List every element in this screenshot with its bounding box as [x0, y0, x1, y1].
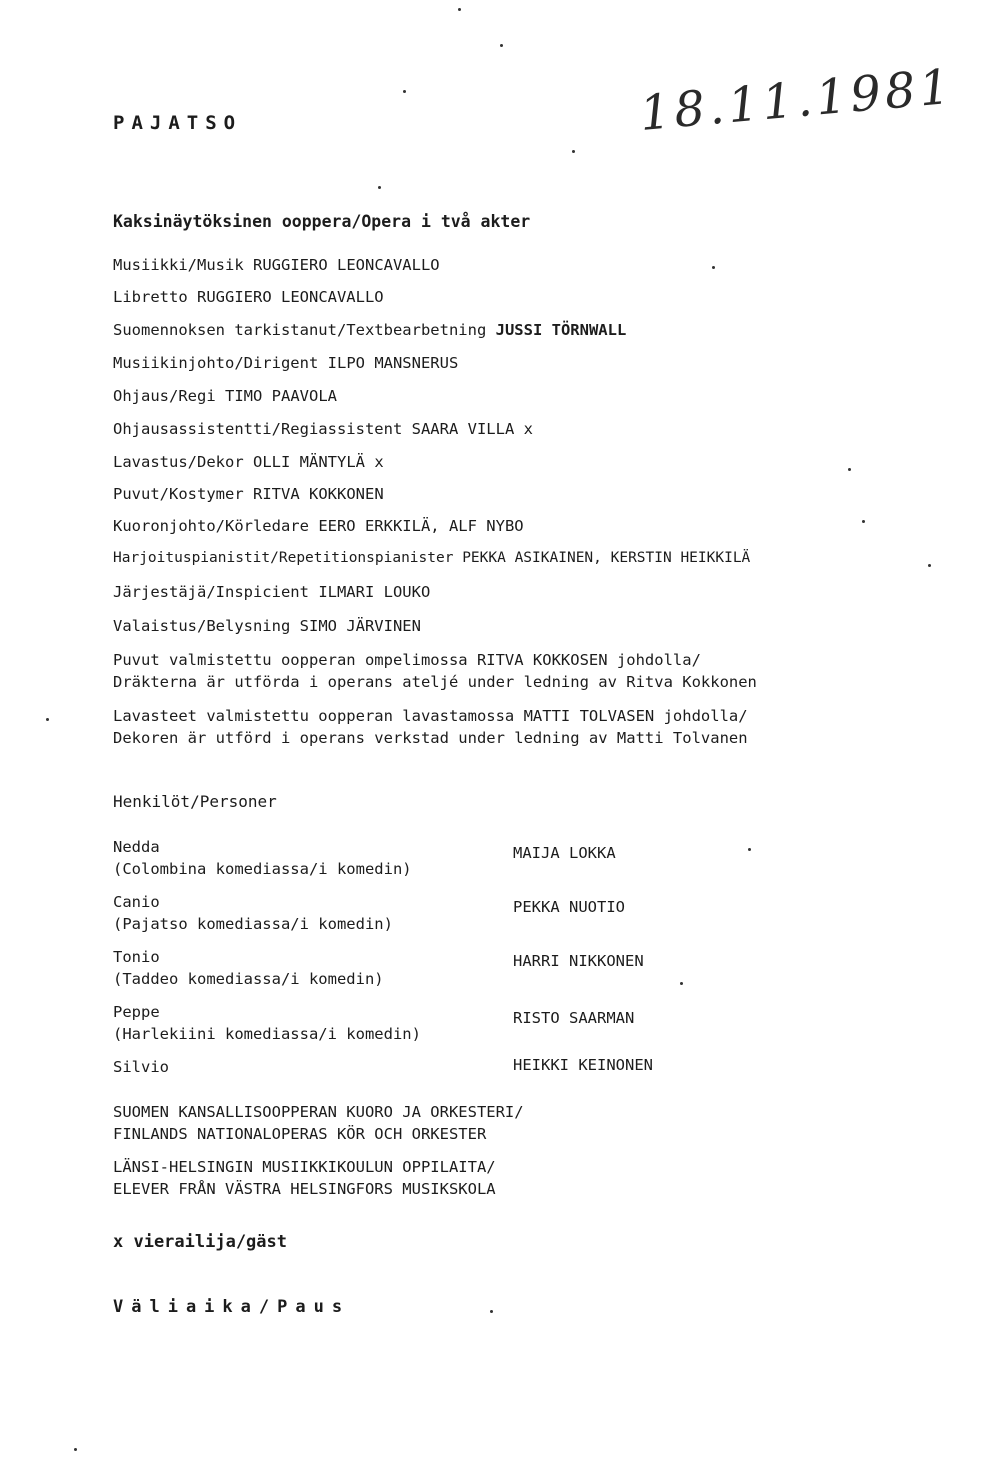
credit-label: Libretto: [113, 288, 188, 306]
interval-label: Väliaika/Paus: [113, 1297, 351, 1317]
credit-line: [113, 583, 430, 601]
scan-speck: [403, 90, 406, 93]
production-note: [113, 705, 748, 749]
credit-line: [113, 256, 440, 274]
production-note: [113, 649, 757, 693]
guest-note: x vierailija/gäst: [113, 1232, 287, 1252]
credit-label: Kuoronjohto/Körledare: [113, 517, 309, 535]
credit-value: SIMO JÄRVINEN: [299, 617, 421, 635]
credit-value: SAARA VILLA x: [411, 420, 533, 438]
role-note: (Taddeo komediassa/i komedin): [113, 970, 384, 988]
scan-speck: [680, 982, 683, 985]
scan-speck: [46, 718, 49, 721]
credit-value: EERO ERKKILÄ, ALF NYBO: [318, 517, 524, 535]
credit-line: [113, 453, 384, 471]
cast-role: [113, 891, 393, 935]
credit-value: JUSSI TÖRNWALL: [495, 321, 627, 339]
credit-label: Musiikinjohto/Dirigent: [113, 354, 319, 372]
cast-actor: MAIJA LOKKA: [513, 844, 616, 862]
credit-value: PEKKA ASIKAINEN, KERSTIN HEIKKILÄ: [462, 550, 751, 566]
credit-line: [113, 420, 533, 438]
subtitle: Kaksinäytöksinen ooppera/Opera i två akter: [113, 212, 531, 231]
credit-value: RITVA KOKKONEN: [253, 485, 384, 503]
scan-speck: [928, 564, 931, 567]
role-name: Silvio: [113, 1058, 169, 1076]
credit-value: RUGGIERO LEONCAVALLO: [253, 256, 440, 274]
ensemble-line: FINLANDS NATIONALOPERAS KÖR OCH ORKESTER: [113, 1125, 487, 1143]
credit-label: Musiikki/Musik: [113, 256, 244, 274]
cast-actor: RISTO SAARMAN: [513, 1009, 635, 1027]
credit-label: Harjoituspianistit/Repetitionspianister: [113, 550, 454, 566]
scan-speck: [74, 1448, 77, 1451]
scan-speck: [572, 150, 575, 153]
scan-speck: [378, 186, 381, 189]
scan-speck: [748, 848, 751, 851]
cast-actor: HEIKKI KEINONEN: [513, 1056, 653, 1074]
credit-value: RUGGIERO LEONCAVALLO: [197, 288, 384, 306]
credit-line: [113, 387, 337, 405]
credit-line: [113, 485, 384, 503]
role-note: (Colombina komediassa/i komedin): [113, 860, 412, 878]
ensemble-line: LÄNSI-HELSINGIN MUSIIKKIKOULUN OPPILAITA/: [113, 1158, 496, 1176]
credit-label: Valaistus/Belysning: [113, 617, 291, 635]
cast-actor: HARRI NIKKONEN: [513, 952, 644, 970]
scan-speck: [490, 1310, 493, 1313]
role-note: (Harlekiini komediassa/i komedin): [113, 1025, 421, 1043]
role-name: Tonio: [113, 948, 160, 966]
cast-role: [113, 1001, 421, 1045]
credit-label: Järjestäjä/Inspicient: [113, 583, 309, 601]
note-line: Dräkterna är utförda i operans ateljé under ledning av Ritva Kokkonen: [113, 673, 757, 691]
credit-label: Suomennoksen tarkistanut/Textbearbetning: [113, 321, 487, 339]
credit-line: [113, 321, 626, 339]
credit-line: [113, 550, 750, 566]
credit-value: TIMO PAAVOLA: [225, 387, 337, 405]
role-name: Nedda: [113, 838, 160, 856]
role-note: (Pajatso komediassa/i komedin): [113, 915, 393, 933]
cast-role: [113, 836, 412, 880]
page-title: PAJATSO: [113, 112, 243, 134]
ensemble-line: SUOMEN KANSALLISOOPPERAN KUORO JA ORKESTERI/: [113, 1103, 524, 1121]
scan-speck: [500, 44, 503, 47]
note-line: Puvut valmistettu oopperan ompelimossa RITVA KOKKOSEN johdolla/: [113, 651, 701, 669]
handwritten-date: 18.11.1981: [637, 58, 957, 142]
scan-speck: [862, 520, 865, 523]
ensemble-line: ELEVER FRÅN VÄSTRA HELSINGFORS MUSIKSKOLA: [113, 1180, 496, 1198]
cast-heading: Henkilöt/Personer: [113, 792, 277, 811]
credit-value: OLLI MÄNTYLÄ x: [253, 453, 384, 471]
credit-line: [113, 288, 384, 306]
credit-line: [113, 517, 524, 535]
scan-speck: [848, 468, 851, 471]
note-line: Dekoren är utförd i operans verkstad under ledning av Matti Tolvanen: [113, 729, 748, 747]
credit-label: Puvut/Kostymer: [113, 485, 244, 503]
scan-speck: [458, 8, 461, 11]
role-name: Peppe: [113, 1003, 160, 1021]
cast-role: [113, 1056, 169, 1078]
note-line: Lavasteet valmistettu oopperan lavastamossa MATTI TOLVASEN johdolla/: [113, 707, 748, 725]
credit-label: Lavastus/Dekor: [113, 453, 244, 471]
ensemble-credit: [113, 1101, 524, 1145]
credit-value: ILMARI LOUKO: [318, 583, 431, 601]
credit-label: Ohjaus/Regi: [113, 387, 216, 405]
credit-line: [113, 354, 458, 372]
cast-role: [113, 946, 384, 990]
credit-line: [113, 617, 421, 635]
cast-actor: PEKKA NUOTIO: [513, 898, 625, 916]
scan-speck: [712, 266, 715, 269]
credit-value: ILPO MANSNERUS: [327, 354, 459, 372]
ensemble-credit: [113, 1156, 496, 1200]
credit-label: Ohjausassistentti/Regiassistent: [113, 420, 403, 438]
role-name: Canio: [113, 893, 160, 911]
